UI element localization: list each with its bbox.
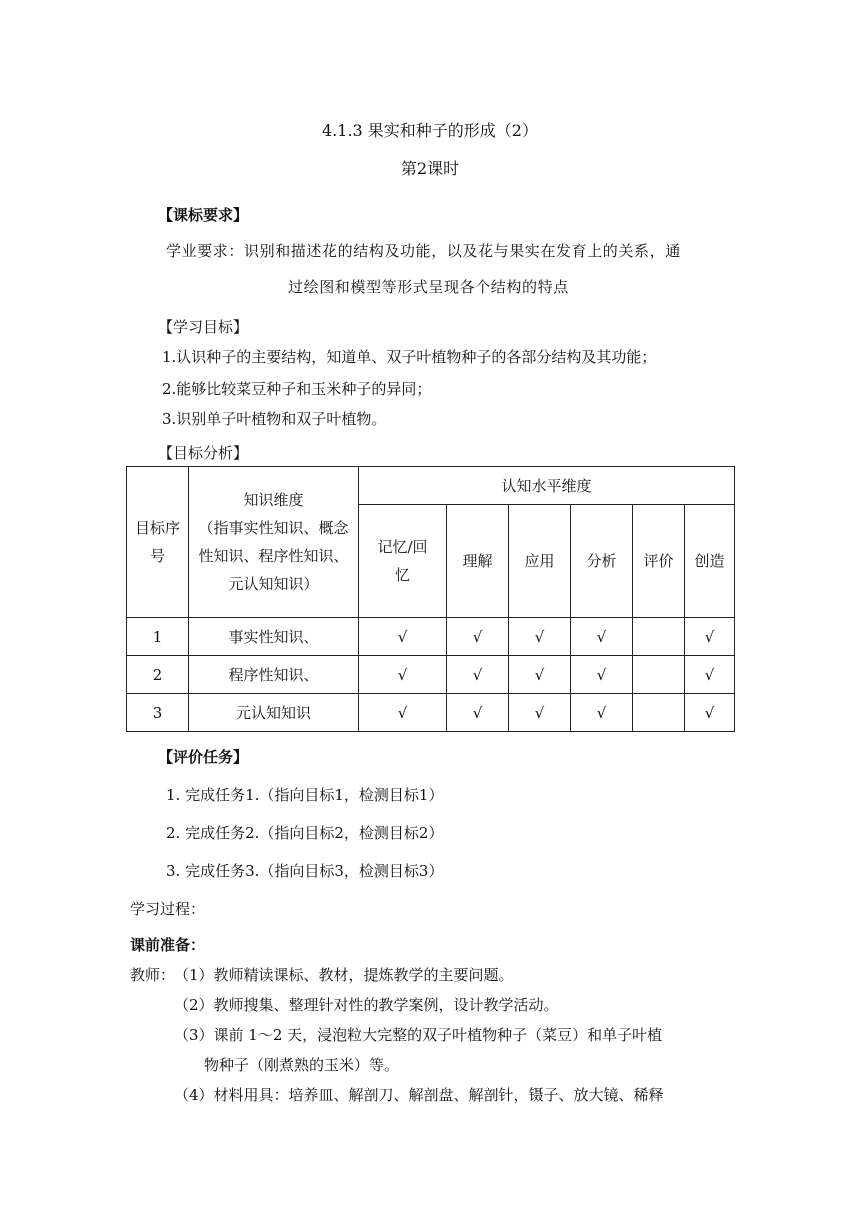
header-cognitive: 认知水平维度 <box>359 467 735 505</box>
curriculum-requirement-line2: 过绘图和模型等形式呈现各个结构的特点 <box>288 278 569 296</box>
process-label: 学习过程： <box>130 900 206 918</box>
table-row <box>127 656 735 694</box>
mark-cell: √ <box>359 656 447 694</box>
preparation-item: （2）教师搜集、整理针对性的教学案例，设计教学活动。 <box>174 996 559 1014</box>
preparation-item: （3）课前 1～2 天，浸泡粒大完整的双子叶植物种子（菜豆）和单子叶植 <box>174 1026 663 1044</box>
seq-cell: 1 <box>127 618 189 656</box>
level-cell: 记忆/回忆 <box>359 505 447 618</box>
mark-cell: √ <box>509 656 571 694</box>
mark-cell: √ <box>509 618 571 656</box>
mark-cell: √ <box>509 694 571 732</box>
teacher-label: 教师： <box>130 966 176 984</box>
page-title: 4.1.3 果实和种子的形成（2） <box>322 121 538 140</box>
preparation-heading: 课前准备： <box>130 936 206 954</box>
mark-cell: √ <box>571 656 633 694</box>
analysis-heading: 【目标分析】 <box>158 444 249 462</box>
evaluation-task: 1. 完成任务1.（指向目标1，检测目标1） <box>166 786 444 804</box>
preparation-item: 物种子（刚煮熟的玉米）等。 <box>204 1056 400 1074</box>
objective-item: 3.识别单子叶植物和双子叶植物。 <box>162 410 387 428</box>
level-cell: 评价 <box>633 505 685 618</box>
table-row <box>127 694 735 732</box>
objective-item: 1.认识种子的主要结构，知道单、双子叶植物种子的各部分结构及其功能； <box>162 348 657 366</box>
mark-cell: √ <box>571 694 633 732</box>
seq-cell: 2 <box>127 656 189 694</box>
knowledge-cell: 元认知知识 <box>189 694 359 732</box>
page-subtitle: 第2课时 <box>400 159 460 178</box>
level-cell: 分析 <box>571 505 633 618</box>
preparation-item: （4）材料用具：培养皿、解剖刀、解剖盘、解剖针，镊子、放大镜、稀释 <box>174 1086 664 1104</box>
objective-analysis-table <box>126 466 735 732</box>
mark-cell: √ <box>359 618 447 656</box>
evaluation-heading: 【评价任务】 <box>158 748 249 766</box>
objective-item: 2.能够比较菜豆种子和玉米种子的异同； <box>162 380 432 398</box>
mark-cell: √ <box>447 694 509 732</box>
mark-cell <box>633 656 685 694</box>
header-seq: 目标序号 <box>127 467 189 618</box>
objectives-heading: 【学习目标】 <box>158 318 249 336</box>
mark-cell <box>633 694 685 732</box>
preparation-item: （1）教师精读课标、教材，提炼教学的主要问题。 <box>174 966 514 984</box>
mark-cell: √ <box>685 694 735 732</box>
curriculum-requirement-line1: 学业要求：识别和描述花的结构及功能，以及花与果实在发育上的关系，通 <box>166 242 681 260</box>
mark-cell: √ <box>447 618 509 656</box>
level-cell: 应用 <box>509 505 571 618</box>
mark-cell: √ <box>571 618 633 656</box>
mark-cell: √ <box>685 618 735 656</box>
mark-cell: √ <box>685 656 735 694</box>
mark-cell: √ <box>359 694 447 732</box>
mark-cell: √ <box>447 656 509 694</box>
knowledge-cell: 事实性知识、 <box>189 618 359 656</box>
table-row <box>127 618 735 656</box>
seq-cell: 3 <box>127 694 189 732</box>
mark-cell <box>633 618 685 656</box>
level-cell: 创造 <box>685 505 735 618</box>
header-knowledge: 知识维度 （指事实性知识、概念性知识、程序性知识、元认知知识） <box>189 467 359 618</box>
evaluation-task: 3. 完成任务3.（指向目标3，检测目标3） <box>166 862 444 880</box>
level-cell: 理解 <box>447 505 509 618</box>
evaluation-task: 2. 完成任务2.（指向目标2，检测目标2） <box>166 824 444 842</box>
curriculum-heading: 【课标要求】 <box>158 206 249 224</box>
knowledge-cell: 程序性知识、 <box>189 656 359 694</box>
